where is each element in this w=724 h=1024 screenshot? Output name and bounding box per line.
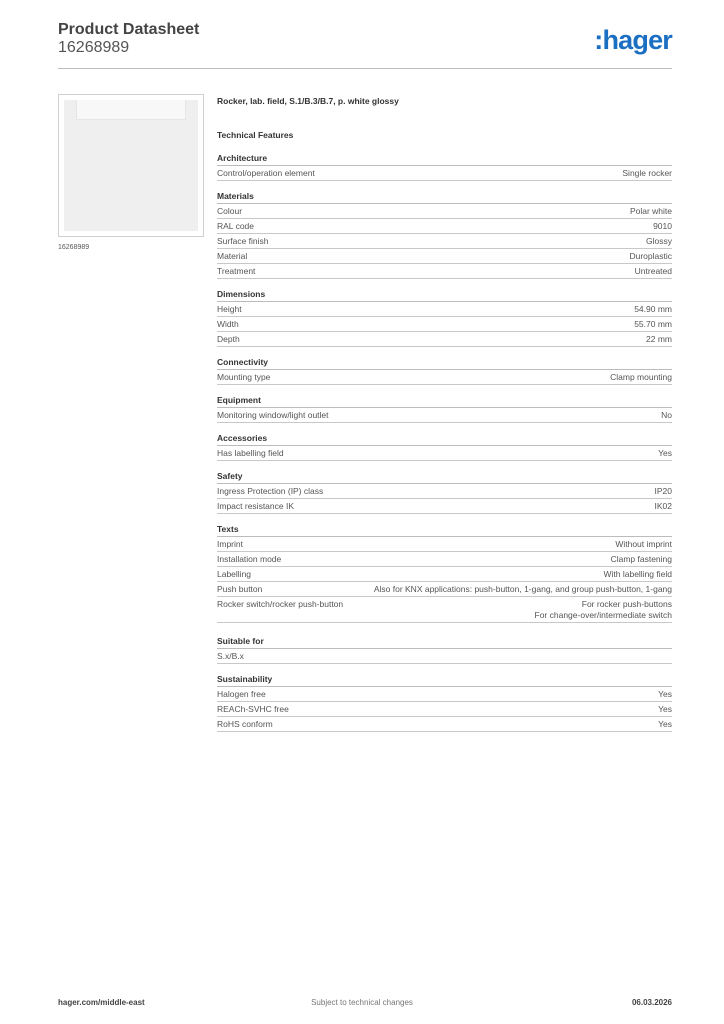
datasheet-content xyxy=(217,94,672,741)
spec-label: Surface finish xyxy=(217,236,269,246)
spec-value: IK02 xyxy=(654,501,672,511)
section-title: Sustainability xyxy=(217,673,672,687)
spec-row xyxy=(217,249,672,264)
spec-value: Yes xyxy=(658,719,672,729)
spec-row xyxy=(217,408,672,423)
spec-row xyxy=(217,552,672,567)
spec-label: Has labelling field xyxy=(217,448,284,458)
labelling-field xyxy=(76,100,186,120)
section-title: Connectivity xyxy=(217,356,672,370)
spec-label: Ingress Protection (IP) class xyxy=(217,486,324,496)
spec-row xyxy=(217,446,672,461)
spec-label: Imprint xyxy=(217,539,243,549)
spec-label: Halogen free xyxy=(217,689,266,699)
section-suitable-for xyxy=(217,635,672,664)
spec-label: Control/operation element xyxy=(217,168,315,178)
spec-value: Without imprint xyxy=(615,539,672,549)
spec-value: With labelling field xyxy=(603,569,672,579)
section-safety xyxy=(217,470,672,514)
spec-value: Also for KNX applications: push-button, 1-gang, and group push-button, 1-gang xyxy=(373,584,672,594)
section-title: Safety xyxy=(217,470,672,484)
section-title: Dimensions xyxy=(217,288,672,302)
spec-label: Height xyxy=(217,304,242,314)
spec-row xyxy=(217,204,672,219)
spec-value: Untreated xyxy=(634,266,672,276)
spec-label: Push button xyxy=(217,584,263,594)
spec-label: Impact resistance IK xyxy=(217,501,295,511)
footer-website: hager.com/middle-east xyxy=(58,998,145,1007)
section-dimensions xyxy=(217,288,672,347)
product-name: Rocker, lab. field, S.1/B.3/B.7, p. white glossy xyxy=(217,96,399,106)
spec-value: 22 mm xyxy=(646,334,672,344)
spec-label: RAL code xyxy=(217,221,255,231)
spec-row xyxy=(217,302,672,317)
spec-row xyxy=(217,717,672,732)
section-title: Accessories xyxy=(217,432,672,446)
header-divider xyxy=(58,68,672,69)
spec-value: Single rocker xyxy=(622,168,672,178)
spec-value: 9010 xyxy=(653,221,672,231)
spec-row xyxy=(217,484,672,499)
spec-value: Duroplastic xyxy=(629,251,672,261)
spec-row xyxy=(217,264,672,279)
spec-row xyxy=(217,687,672,702)
footer-notice: Subject to technical changes xyxy=(311,998,413,1007)
spec-row xyxy=(217,649,672,664)
spec-label: REACh-SVHC free xyxy=(217,704,289,714)
spec-row xyxy=(217,166,672,181)
spec-row xyxy=(217,702,672,717)
spec-value: IP20 xyxy=(654,486,672,496)
spec-value: Glossy xyxy=(646,236,672,246)
section-title: Suitable for xyxy=(217,635,672,649)
spec-row xyxy=(217,582,672,597)
spec-label: Monitoring window/light outlet xyxy=(217,410,329,420)
spec-row xyxy=(217,597,672,623)
spec-label: Depth xyxy=(217,334,240,344)
spec-value xyxy=(355,599,672,621)
spec-row xyxy=(217,219,672,234)
spec-value: Clamp fastening xyxy=(610,554,672,564)
spec-value: No xyxy=(661,410,672,420)
spec-value-line: For change-over/intermediate switch xyxy=(534,610,672,620)
section-title: Texts xyxy=(217,523,672,537)
spec-label: RoHS conform xyxy=(217,719,273,729)
product-image-caption: 16268989 xyxy=(58,244,90,251)
spec-label: Material xyxy=(217,251,248,261)
hager-logo: :hager xyxy=(594,25,672,55)
spec-value: Yes xyxy=(658,689,672,699)
spec-label: Width xyxy=(217,319,239,329)
product-image xyxy=(58,94,204,237)
section-texts xyxy=(217,523,672,623)
section-title: Architecture xyxy=(217,152,672,166)
spec-row xyxy=(217,317,672,332)
spec-value-line: For rocker push-buttons xyxy=(581,599,672,609)
spec-value: Clamp mounting xyxy=(610,372,672,382)
spec-label: Installation mode xyxy=(217,554,282,564)
spec-value: 54.90 mm xyxy=(634,304,672,314)
spec-label: Labelling xyxy=(217,569,252,579)
spec-label: Rocker switch/rocker push-button xyxy=(217,599,344,609)
spec-value: 55.70 mm xyxy=(634,319,672,329)
section-architecture xyxy=(217,152,672,181)
spec-label: S.x/B.x xyxy=(217,651,244,661)
spec-label: Treatment xyxy=(217,266,256,276)
spec-row xyxy=(217,332,672,347)
section-equipment xyxy=(217,394,672,423)
section-title: Equipment xyxy=(217,394,672,408)
product-number: 16268989 xyxy=(58,39,130,56)
spec-row xyxy=(217,537,672,552)
spec-label: Mounting type xyxy=(217,372,271,382)
section-accessories xyxy=(217,432,672,461)
document-title: Product Datasheet xyxy=(58,21,200,38)
spec-row xyxy=(217,499,672,514)
spec-value: Yes xyxy=(658,448,672,458)
section-title: Materials xyxy=(217,190,672,204)
section-sustainability xyxy=(217,673,672,732)
spec-row xyxy=(217,234,672,249)
spec-row xyxy=(217,567,672,582)
spec-row xyxy=(217,370,672,385)
rocker-face xyxy=(64,100,198,231)
section-connectivity xyxy=(217,356,672,385)
spec-value: Yes xyxy=(658,704,672,714)
spec-label: Colour xyxy=(217,206,243,216)
section-materials xyxy=(217,190,672,279)
footer-date: 06.03.2026 xyxy=(631,998,672,1007)
spec-value: Polar white xyxy=(629,206,672,216)
technical-features-heading: Technical Features xyxy=(217,130,294,140)
